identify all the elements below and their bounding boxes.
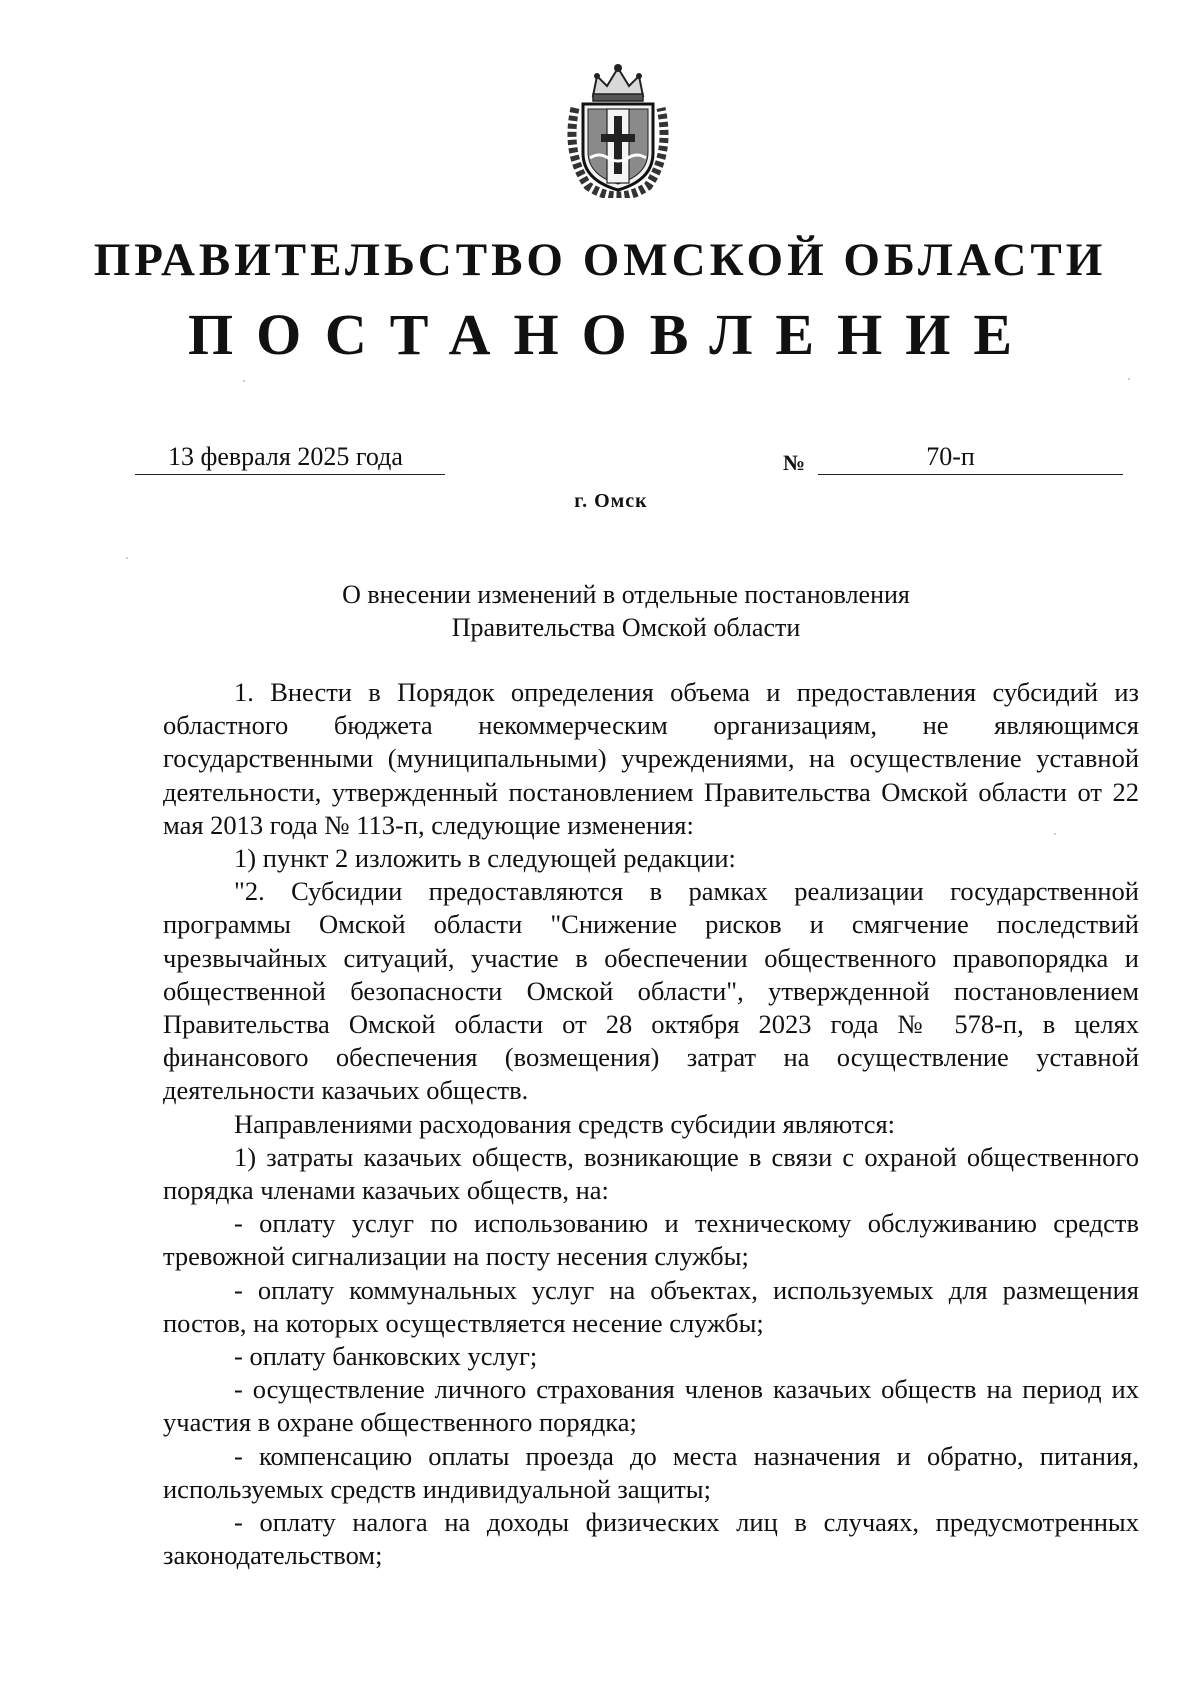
scan-speck <box>243 380 245 382</box>
paragraph: - оплату услуг по использованию и техническому обслуживанию средств тревожной сигнализации на посту несения службы; <box>163 1208 1139 1272</box>
decree-number: 70-п <box>926 442 975 471</box>
paragraph: - компенсацию оплаты проезда до места назначения и обратно, питания, используемых средств индивидуальной защиты; <box>163 1440 1139 1504</box>
subject-line-1: О внесении изменений в отдельные постановления <box>342 580 910 609</box>
scan-speck <box>1128 378 1130 380</box>
decree-subject <box>0 578 1200 644</box>
issue-city: г. Омск <box>574 490 648 512</box>
decree-date: 13 февраля 2025 года <box>168 442 403 471</box>
paragraph: - оплату банковских услуг; <box>234 1341 538 1372</box>
government-name: ПРАВИТЕЛЬСТВО ОМСКОЙ ОБЛАСТИ <box>93 234 1107 286</box>
decree-body <box>163 676 1139 1572</box>
decree-date-field <box>135 440 445 475</box>
scan-speck <box>126 557 128 559</box>
decree-number-field <box>818 440 1123 475</box>
paragraph: - оплату налога на доходы физических лиц в случаях, предусмотренных законодательством; <box>163 1507 1139 1571</box>
decree-type-heading: ПОСТАНОВЛЕНИЕ <box>187 302 1036 367</box>
omsk-region-coat-of-arms-icon <box>563 58 673 198</box>
paragraph: Направлениями расходования средств субсидии являются: <box>234 1108 896 1139</box>
number-sign: № <box>783 450 806 475</box>
scan-speck <box>1054 833 1056 835</box>
paragraph: - осуществление личного страхования членов казачьих обществ на период их участия в охране общественного порядка; <box>163 1374 1139 1438</box>
paragraph: 1) затраты казачьих обществ, возникающие в связи с охраной общественного порядка членами казачьих обществ, на: <box>163 1141 1139 1206</box>
subject-line-2: Правительства Омской области <box>451 613 801 642</box>
paragraph: 1) пункт 2 изложить в следующей редакции: <box>234 843 736 874</box>
paragraph: "2. Субсидии предоставляются в рамках реализации государственной программы Омской области "Снижение рисков и смягчение последствий чрезвычайных ситуаций, участие в обеспечении общественного правопорядка и общественной безопасности Омской области", утвержденной постановлением Правительства Омской области от 28 октября 2023 года № 578-п, в целях финансового обеспечения (возмещения) затрат на осуществление уставной деятельности казачьих обществ. <box>163 876 1139 1106</box>
paragraph: - оплату коммунальных услуг на объектах, используемых для размещения постов, на которых осуществляется несение службы; <box>163 1274 1139 1338</box>
paragraph: 1. Внести в Порядок определения объема и предоставления субсидий из областного бюджета некоммерческим организациям, не являющимся государственными (муниципальными) учреждениями, на осуществление уставной деятельности, утвержденный постановлением Правительства Омской области от 22 мая 2013 года № 113-п, следующие изменения: <box>163 677 1139 840</box>
